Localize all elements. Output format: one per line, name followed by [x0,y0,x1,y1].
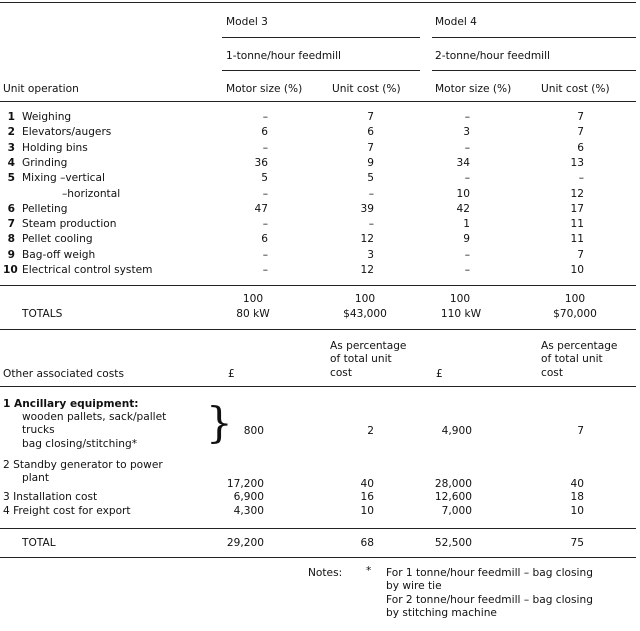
other-costs-header-rule [0,386,636,387]
m3-cost-total-amount: $43,000 [343,308,387,320]
row-number: 6 [7,203,15,215]
row-label: Grinding [22,157,68,169]
freight-label: 4 Freight cost for export [3,505,131,517]
totals-top-rule [0,285,636,286]
row-m4-cost: 7 [577,111,584,123]
row-m4-cost: – [578,172,584,184]
row-m3-motor: 5 [261,172,268,184]
notes-label: Notes: [308,567,343,579]
total-m4-amount: 52,500 [434,537,472,549]
row-m3-cost: 3 [367,249,374,261]
row-m4-motor: – [464,264,470,276]
row-m3-cost: 12 [360,233,374,245]
freight-m4-pct: 10 [570,505,584,517]
total-m4-pct: 75 [570,537,584,549]
m3-motor-header: Motor size (%) [226,83,303,95]
ancillary-m3-pct: 2 [367,425,374,437]
m4-cost-total-amount: $70,000 [553,308,597,320]
row-m3-motor: – [262,142,268,154]
row-m3-motor: – [262,264,268,276]
row-label: Pellet cooling [22,233,93,245]
row-m4-cost: 6 [577,142,584,154]
total-m3-amount: 29,200 [226,537,264,549]
m4-pct-header-2: of total unit [541,353,603,365]
m4-cost-header: Unit cost (%) [541,83,610,95]
m4-pct-header-3: cost [541,367,563,379]
row-m3-cost: 6 [367,126,374,138]
m4-currency-header: £ [436,368,443,380]
m3-pct-header-2: of total unit [330,353,392,365]
m3-pct-header-1: As percentage [330,340,407,352]
row-number: 8 [7,233,15,245]
freight-m3-amount: 4,300 [233,505,264,517]
row-m4-motor: – [464,172,470,184]
model4-rule [432,37,636,38]
row-label: Holding bins [22,142,88,154]
row-number: 9 [7,249,15,261]
row-m4-cost: 12 [570,188,584,200]
model4-sub-rule [432,70,636,71]
installation-m3-amount: 6,900 [233,491,264,503]
row-m3-cost: 7 [367,111,374,123]
model3-subheading: 1-tonne/hour feedmill [226,50,341,62]
m3-cost-total-pct: 100 [354,293,376,305]
row-m4-motor: – [464,249,470,261]
row-m3-motor: 36 [254,157,268,169]
unit-operation-header: Unit operation [3,83,79,95]
m4-motor-header: Motor size (%) [435,83,512,95]
row-m4-motor: 10 [456,188,470,200]
installation-label: 3 Installation cost [3,491,98,503]
row-m3-motor: 6 [261,126,268,138]
m3-pct-header-3: cost [330,367,352,379]
top-rule [0,2,636,3]
row-m3-cost: 9 [367,157,374,169]
model3-heading: Model 3 [226,16,268,28]
row-label: Pelleting [22,203,68,215]
row-m4-motor: 34 [456,157,470,169]
model3-sub-rule [222,70,420,71]
total-label: TOTAL [22,537,56,549]
m4-motor-total-pct: 100 [449,293,471,305]
row-m3-motor: – [262,111,268,123]
note-line-2: by wire tie [386,580,442,592]
row-m3-cost: 7 [367,142,374,154]
other-costs-top-rule [0,329,636,330]
m4-cost-total-pct: 100 [564,293,586,305]
note-line-4: by stitching machine [386,607,497,619]
m4-pct-header-1: As percentage [541,340,618,352]
standby-m4-amount: 28,000 [434,478,472,490]
model4-subheading: 2-tonne/hour feedmill [435,50,550,62]
row-number: 2 [7,126,15,138]
row-m4-motor: 3 [463,126,470,138]
m4-motor-total-kw: 110 kW [440,308,482,320]
row-m3-motor: – [262,218,268,230]
row-m4-cost: 13 [570,157,584,169]
row-label: Bag-off weigh [22,249,96,261]
row-m4-cost: 7 [577,249,584,261]
row-label: Electrical control system [22,264,153,276]
row-label: Mixing –vertical [22,172,105,184]
m3-motor-total-pct: 100 [242,293,264,305]
row-m4-cost: 7 [577,126,584,138]
row-number: 5 [7,172,15,184]
row-label: Weighing [22,111,72,123]
row-m3-cost: 12 [360,264,374,276]
installation-m3-pct: 16 [360,491,374,503]
row-m4-motor: 9 [463,233,470,245]
m3-cost-header: Unit cost (%) [332,83,401,95]
standby-m3-pct: 40 [360,478,374,490]
row-m4-motor: – [464,142,470,154]
note-line-3: For 2 tonne/hour feedmill – bag closing [386,594,593,606]
standby-line-2: plant [22,472,50,484]
row-m4-cost: 17 [570,203,584,215]
row-m4-cost: 10 [570,264,584,276]
row-m4-motor: – [464,111,470,123]
row-m3-cost: – [368,188,374,200]
row-number: 1 [7,111,15,123]
row-number: 10 [3,264,18,276]
total-top-rule [0,528,636,529]
m3-motor-total-kw: 80 kW [236,308,270,320]
totals-label: TOTALS [22,308,63,320]
standby-m4-pct: 40 [570,478,584,490]
row-m4-cost: 11 [570,218,584,230]
row-m4-cost: 11 [570,233,584,245]
m3-currency-header: £ [228,368,235,380]
standby-m3-amount: 17,200 [226,478,264,490]
row-m3-motor: 47 [254,203,268,215]
header-rule [0,101,636,102]
row-m3-motor: – [262,188,268,200]
ancillary-brace-icon: } [206,398,233,447]
installation-m4-pct: 18 [570,491,584,503]
ancillary-line-1: wooden pallets, sack/pallet [22,411,167,423]
notes-star: * [366,565,372,577]
standby-line-1: 2 Standby generator to power [3,459,163,471]
installation-m4-amount: 12,600 [434,491,472,503]
model4-heading: Model 4 [435,16,477,28]
freight-m4-amount: 7,000 [441,505,472,517]
ancillary-line-3: bag closing/stitching* [22,438,138,450]
ancillary-m3-amount: 800 [243,425,264,437]
note-line-1: For 1 tonne/hour feedmill – bag closing [386,567,593,579]
model3-rule [222,37,420,38]
total-m3-pct: 68 [360,537,374,549]
row-number: 4 [7,157,15,169]
row-m4-motor: 1 [463,218,470,230]
row-m3-motor: 6 [261,233,268,245]
row-label: Steam production [22,218,117,230]
row-m3-cost: 5 [367,172,374,184]
other-costs-heading: Other associated costs [3,368,124,380]
bottom-rule [0,557,636,558]
row-label: –horizontal [62,188,121,200]
row-number: 3 [7,142,15,154]
freight-m3-pct: 10 [360,505,374,517]
ancillary-m4-pct: 7 [577,425,584,437]
ancillary-line-2: trucks [22,424,55,436]
row-number: 7 [7,218,15,230]
ancillary-title: 1 Ancillary equipment: [3,398,139,410]
row-m3-cost: 39 [360,203,374,215]
ancillary-m4-amount: 4,900 [441,425,472,437]
row-m3-cost: – [368,218,374,230]
row-m3-motor: – [262,249,268,261]
row-label: Elevators/augers [22,126,112,138]
row-m4-motor: 42 [456,203,470,215]
